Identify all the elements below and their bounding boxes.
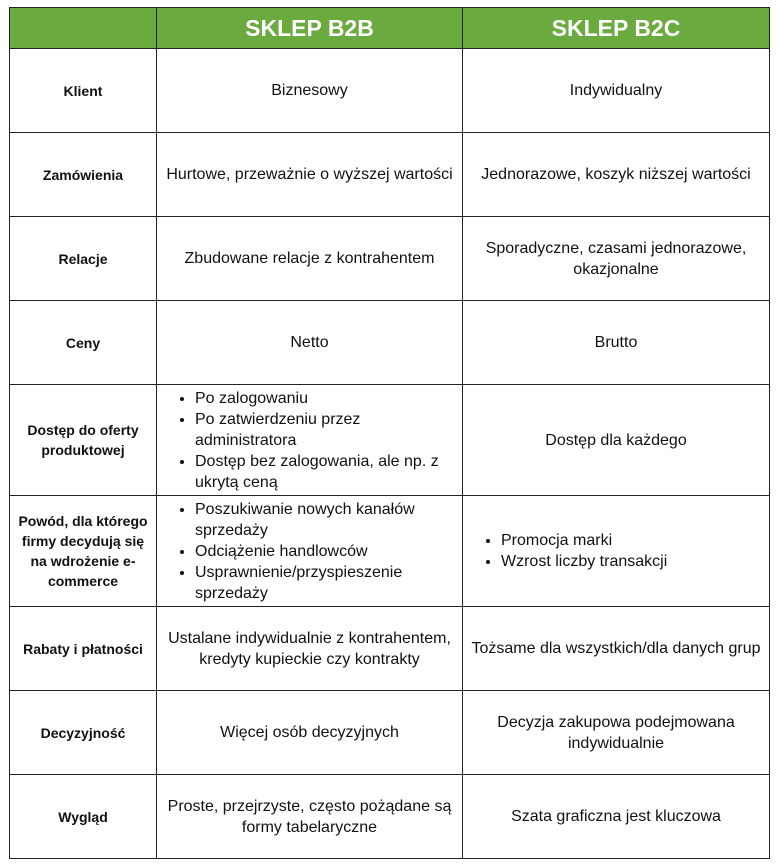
list-item: • Poszukiwanie nowych kanałów sprzedaży bbox=[195, 499, 456, 541]
b2b-decyzyjnosc: Więcej osób decyzyjnych bbox=[157, 691, 463, 775]
b2b-relacje: Zbudowane relacje z kontrahentem bbox=[157, 217, 463, 301]
table-row bbox=[10, 607, 770, 691]
b2c-powod-list bbox=[473, 530, 763, 572]
list-item: • Odciążenie handlowców bbox=[195, 541, 456, 562]
b2b-ceny: Netto bbox=[157, 301, 463, 385]
row-label-decyzyjnosc: Decyzyjność bbox=[10, 691, 157, 775]
b2c-dostep: Dostęp dla każdego bbox=[463, 385, 770, 496]
list-item: • Po zalogowaniu bbox=[195, 388, 456, 409]
table-row bbox=[10, 217, 770, 301]
row-label-dostep: Dostęp do oferty produktowej bbox=[10, 385, 157, 496]
list-item: • Promocja marki bbox=[501, 530, 763, 551]
b2c-ceny: Brutto bbox=[463, 301, 770, 385]
b2c-relacje: Sporadyczne, czasami jednorazowe, okazjonalne bbox=[463, 217, 770, 301]
list-item: • Po zatwierdzeniu przez administratora bbox=[195, 409, 456, 451]
comparison-table bbox=[9, 7, 770, 859]
list-item: • Wzrost liczby transakcji bbox=[501, 551, 763, 572]
table-row bbox=[10, 133, 770, 217]
b2c-wyglad: Szata graficzna jest kluczowa bbox=[463, 775, 770, 859]
b2c-klient: Indywidualny bbox=[463, 49, 770, 133]
b2b-dostep-list bbox=[167, 388, 456, 493]
table-row bbox=[10, 496, 770, 607]
table-row bbox=[10, 385, 770, 496]
row-label-wyglad: Wygląd bbox=[10, 775, 157, 859]
list-item: • Dostęp bez zalogowania, ale np. z ukrytą ceną bbox=[195, 451, 456, 493]
row-label-zamowienia: Zamówienia bbox=[10, 133, 157, 217]
row-label-relacje: Relacje bbox=[10, 217, 157, 301]
list-item: • Usprawnienie/przyspieszenie sprzedaży bbox=[195, 562, 456, 604]
row-label-klient: Klient bbox=[10, 49, 157, 133]
b2c-rabaty: Tożsame dla wszystkich/dla danych grup bbox=[463, 607, 770, 691]
b2b-powod bbox=[157, 496, 463, 607]
header-b2c: SKLEP B2C bbox=[463, 8, 770, 49]
table-row bbox=[10, 775, 770, 859]
b2c-decyzyjnosc: Decyzja zakupowa podejmowana indywidualnie bbox=[463, 691, 770, 775]
b2b-rabaty: Ustalane indywidualnie z kontrahentem, kredyty kupieckie czy kontrakty bbox=[157, 607, 463, 691]
b2b-powod-list bbox=[167, 499, 456, 604]
b2b-klient: Biznesowy bbox=[157, 49, 463, 133]
row-label-powod: Powód, dla którego firmy decydują się na wdrożenie e-commerce bbox=[10, 496, 157, 607]
header-row bbox=[10, 8, 770, 49]
table-row bbox=[10, 691, 770, 775]
b2c-powod bbox=[463, 496, 770, 607]
b2b-zamowienia: Hurtowe, przeważnie o wyższej wartości bbox=[157, 133, 463, 217]
header-corner bbox=[10, 8, 157, 49]
b2c-zamowienia: Jednorazowe, koszyk niższej wartości bbox=[463, 133, 770, 217]
row-label-rabaty: Rabaty i płatności bbox=[10, 607, 157, 691]
table-row bbox=[10, 301, 770, 385]
row-label-ceny: Ceny bbox=[10, 301, 157, 385]
header-b2b: SKLEP B2B bbox=[157, 8, 463, 49]
b2b-wyglad: Proste, przejrzyste, często pożądane są formy tabelaryczne bbox=[157, 775, 463, 859]
b2b-dostep bbox=[157, 385, 463, 496]
table-row bbox=[10, 49, 770, 133]
